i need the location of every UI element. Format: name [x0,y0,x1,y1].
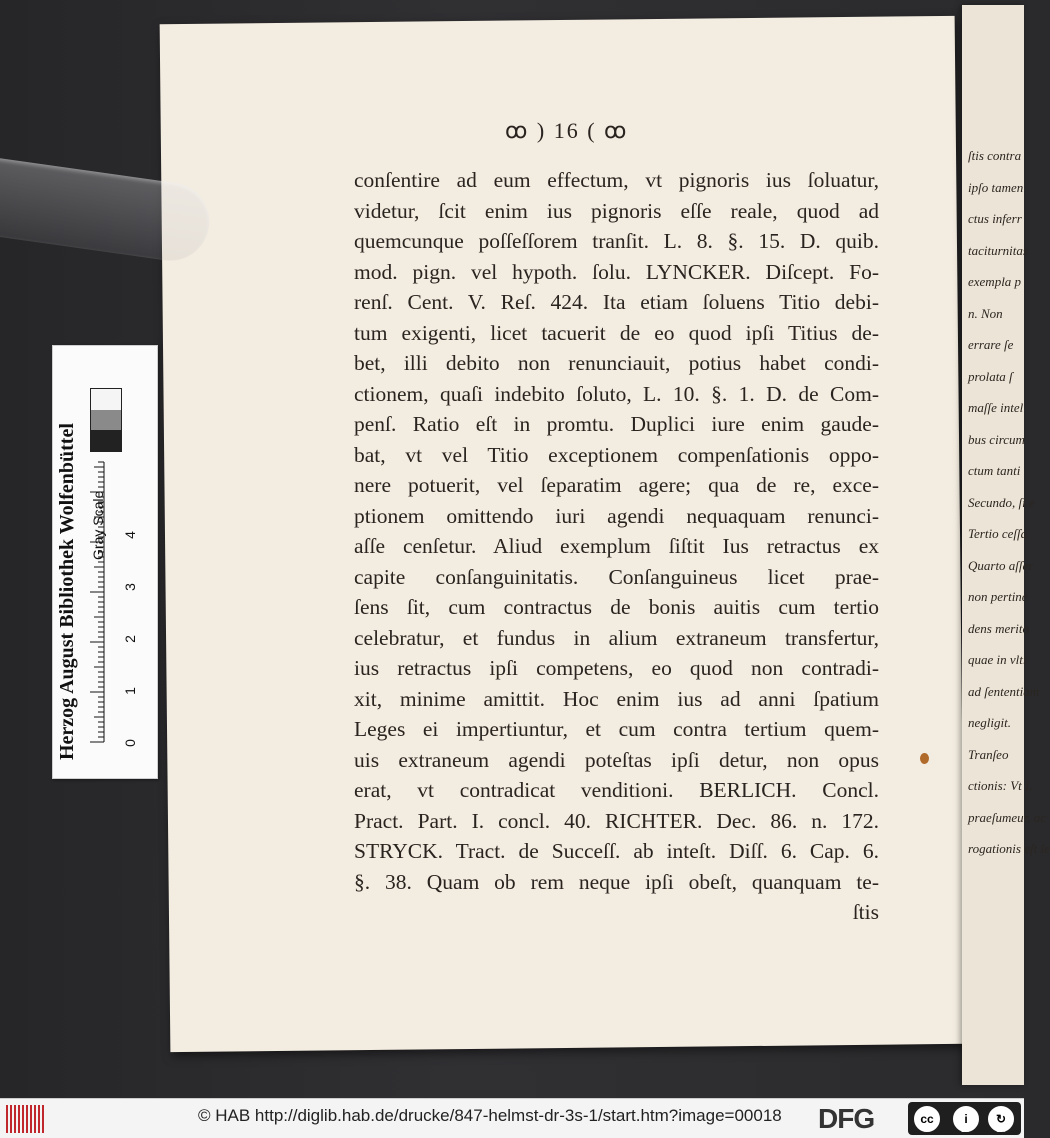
text-line: Leges ei impertiuntur, et cum contra tertium quem- [354,717,879,741]
facing-page-line: ipſo tamen [968,179,1024,195]
facing-page-line: maſſe intel [968,400,1024,415]
paper-stain [920,753,929,764]
facing-page-line: n. Non [968,305,1003,321]
text-line: Pract. Part. I. concl. 40. RICHTER. Dec. 86. n. 172. [354,808,879,833]
cc-license-badge[interactable] [908,1102,1021,1135]
footer-bar [0,1098,1024,1138]
cc-by-label: BY [961,1127,971,1134]
facing-page-line: ad ſententiam [968,683,1040,699]
text-line: xit, minime amittit. Hoc enim ius ad anni ſpatium [354,686,879,711]
page-header: ꝏ ) 16 ( ꝏ [505,118,629,143]
facing-page-line: errare ſe [968,337,1014,352]
facing-page-line: non pertine [968,589,1028,604]
facing-page-line: ctus inferr [968,211,1022,226]
text-line: tum exigenti, licet tacuerit de eo quod ipſi Titius de- [354,320,879,345]
facing-page-line: exempla p [968,274,1022,289]
facing-page [962,5,1050,1085]
copyright-link[interactable]: © HAB http://diglib.hab.de/drucke/847-helmst-dr-3s-1/start.htm?image=00018 [198,1106,782,1125]
gray-scale-label: Gray Scale [90,490,106,560]
text-line: capite conſanguinitatis. Conſanguineus licet prae- [354,564,879,589]
text-line: videtur, ſcit enim ius pignoris eſſe reale, quod ad [354,198,879,223]
ruler-number: 4 [121,531,138,539]
facing-page-line: praeſumeur, ac [968,809,1046,825]
facing-page-line: rogationis eſt le [968,841,1050,856]
page-body-text [354,165,879,928]
text-line: nere potuerit, vel ſeparatim agere; qua de re, exce- [354,473,879,497]
text-line: conſentire ad eum effectum, vt pignoris ius ſoluatur, [354,168,879,192]
facing-page-line: dens merito [968,620,1030,636]
facing-page-line: Secundo, ſi e [968,494,1035,510]
text-line: mod. pign. vel hypoth. ſolu. LYNCKER. Diſcept. Fo- [354,259,879,284]
facing-page-line: Tranſeo [968,746,1009,762]
text-line: erat, vt contradicat venditioni. BERLICH. Concl. [354,778,879,802]
text-line: STRYCK. Tract. de Succeſſ. ab inteſt. Diſſ. 6. Cap. 6. [354,839,879,863]
text-line: ptionem omittendo iuri agendi nequaquam renunci- [354,503,879,528]
text-line: ius retractus ipſi competens, eo quod non contradi- [354,656,879,680]
ruler-number: 1 [121,687,138,695]
ruler-scale [86,462,106,742]
text-line: bet, illi debito non renunciauit, potius habet condi- [354,351,879,375]
gray-scale-swatch [90,388,122,452]
facing-page-line: quae in vlti [968,652,1027,667]
text-line: §. 38. Quam ob rem neque ipſi obeſt, quanquam te- [354,869,879,894]
text-line: celebratur, et fundus in alium extraneum transfertur, [354,625,879,650]
facing-page-line: prolata ſ [968,368,1013,384]
ruler-number: 3 [121,583,138,591]
by-person-icon: i [953,1106,979,1132]
ruler-number: 0 [121,739,138,747]
facing-page-line: taciturnitas [968,242,1028,258]
ruler-card-title: Herzog August Bibliothek Wolfenbüttel [56,423,78,760]
text-line: penſ. Ratio eſt in promtu. Duplici iure enim gaude- [354,412,879,436]
facing-page-line: ſtis contra [968,148,1022,163]
text-line: aſſe cenſetur. Aliud exemplum ſiſtit Ius retractus ex [354,534,879,558]
facing-page-line: ctum tanti [968,463,1021,478]
dfg-logo: DFG [818,1103,875,1134]
cc-icon: cc [914,1106,940,1132]
cc-sa-label: SA [996,1127,1006,1134]
facing-page-line: Quarto aſſer [968,557,1034,573]
text-line: ctionem, quaſi indebito ſoluto, L. 10. §. 1. D. de Com- [354,381,879,406]
facing-page-line: negligit. [968,715,1011,730]
catchword: ſtis [852,900,879,924]
ruler-number: 2 [121,635,138,643]
facing-page-line: bus circum [968,431,1025,447]
text-line: renſ. Cent. V. Reſ. 424. Ita etiam ſoluens Titio debi- [354,290,879,314]
text-line: ſens ſit, cum contractus de bonis auitis cum tertio [354,595,879,619]
facing-page-line: Tertio ceſſa [968,526,1028,541]
facing-page-text [962,140,1050,865]
sa-share-icon: ↻ [988,1106,1014,1132]
facing-page-line: ctionis: Vt L [968,778,1033,793]
text-line: bat, vt vel Titio exceptionem compenſationis oppo- [354,442,879,467]
hab-logo-icon [6,1105,46,1133]
text-line: quemcunque poſſeſſorem tranſit. L. 8. §. 15. D. quib. [354,229,879,253]
text-line: uis extraneum agendi poteſtas ipſi detur, non opus [354,747,879,772]
